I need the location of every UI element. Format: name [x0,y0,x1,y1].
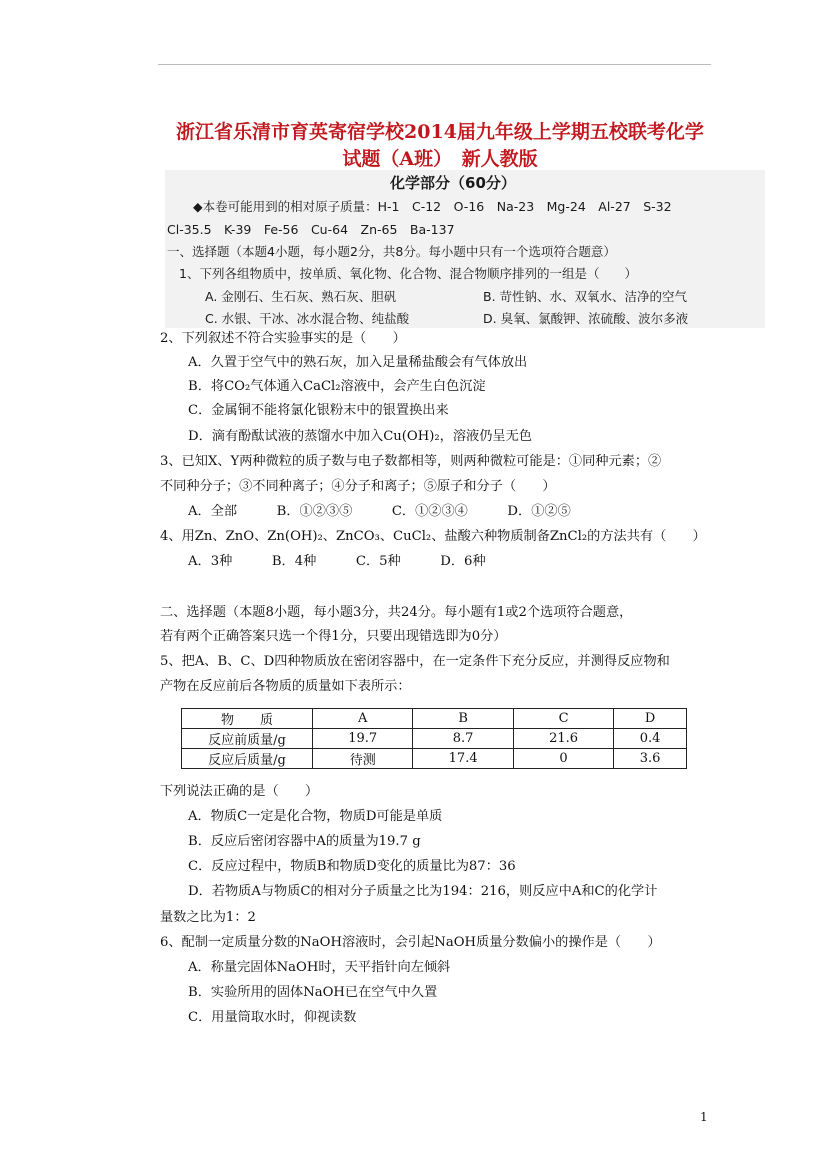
table-header-cell: A [313,709,413,729]
table-cell: 待测 [313,749,413,769]
question-6-option-b: B．实验所用的固体NaOH已在空气中久置 [188,985,438,1000]
table-cell: 0 [513,749,613,769]
table-cell: 21.6 [513,729,613,749]
question-5-option-b: B．反应后密闭容器中A的质量为19.7 g [188,834,421,849]
section-two-heading-line1: 二、选择题（本题8小题，每小题3分，共24分。每小题有1或2个选项符合题意， [160,605,633,620]
question-5-prompt: 下列说法正确的是（ ） [160,784,319,799]
question-1: 1、下列各组物质中，按单质、氧化物、化合物、混合物顺序排列的一组是（ ） [179,266,637,281]
question-1-option-c: C. 水银、干冰、冰水混合物、纯盐酸 [205,311,410,326]
question-1-option-a: A. 金刚石、生石灰、熟石灰、胆矾 [205,289,397,304]
document-title-line1: 浙江省乐清市育英寄宿学校2014届九年级上学期五校联考化学 [176,121,704,143]
question-1-option-d: D. 臭氧、氯酸钾、浓硫酸、波尔多液 [483,311,689,326]
table-row [182,729,687,749]
question-5-option-d-line2: 量数之比为1：2 [160,910,256,925]
atomic-mass-line2: Cl-35.5 K-39 Fe-56 Cu-64 Zn-65 Ba-137 [167,222,455,237]
question-5-option-d-line1: D．若物质A与物质C的相对分子质量之比为194：216，则反应中A和C的化学计 [188,884,658,899]
question-5-line2: 产物在反应前后各物质的质量如下表所示： [160,679,411,694]
question-1-option-b: B. 苛性钠、水、双氧水、洁净的空气 [483,289,688,304]
page-number: 1 [700,1110,708,1124]
question-5-option-c: C．反应过程中，物质B和物质D变化的质量比为87：36 [188,859,516,874]
document-title-line2: 试题（A班） 新人教版 [342,148,538,170]
question-3-line2: 不同种分子；③不同种离子；④分子和离子；⑤原子和分子（ ） [160,479,556,494]
table-row [182,749,687,769]
section-heading: 化学部分（60分） [390,174,516,192]
question-3-options: A．全部 B．①②③⑤ C．①②③④ D．①②⑤ [188,504,571,519]
table-row [182,709,687,729]
question-5-line1: 5、把A、B、C、D四种物质放在密闭容器中，在一定条件下充分反应，并测得反应物和 [160,654,670,669]
table-cell: 反应后质量/g [182,749,313,769]
question-5-option-a: A．物质C一定是化合物，物质D可能是单质 [188,809,443,824]
atomic-mass-line1: ◆本卷可能用到的相对原子质量：H-1 C-12 O-16 Na-23 Mg-24 Al-27 S-32 [193,199,672,214]
question-2: 2、下列叙述不符合实验事实的是（ ） [160,331,406,346]
question-2-option-b: B．将CO₂气体通入CaCl₂溶液中，会产生白色沉淀 [188,379,486,394]
question-6: 6、配制一定质量分数的NaOH溶液时，会引起NaOH质量分数偏小的操作是（ ） [160,935,661,950]
table-cell: 反应前质量/g [182,729,313,749]
question-4: 4、用Zn、ZnO、Zn(OH)₂、ZnCO₃、CuCl₂、盐酸六种物质制备ZnCl₂的方法共有（ ） [160,529,706,544]
question-2-option-a: A．久置于空气中的熟石灰，加入足量稀盐酸会有气体放出 [188,355,528,370]
header-rule [158,64,711,65]
table-header-cell: B [413,709,513,729]
mass-table [181,708,687,769]
table-cell: 0.4 [614,729,687,749]
question-3-line1: 3、已知X、Y两种微粒的质子数与电子数都相等，则两种微粒可能是：①同种元素；② [160,454,662,469]
question-6-option-c: C．用量筒取水时，仰视读数 [188,1010,357,1025]
question-2-option-d: D．滴有酚酞试液的蒸馏水中加入Cu(OH)₂，溶液仍呈无色 [188,429,532,444]
section-one-heading: 一、选择题（本题4小题，每小题2分，共8分。每小题中只有一个选项符合题意） [167,244,616,259]
table-cell: 3.6 [614,749,687,769]
table-header-cell: C [513,709,613,729]
table-header-cell: 物 质 [182,709,313,729]
table-header-cell: D [614,709,687,729]
scanned-header-image [165,170,765,328]
question-6-option-a: A．称量完固体NaOH时，天平指针向左倾斜 [188,960,451,975]
table-cell: 19.7 [313,729,413,749]
table-cell: 8.7 [413,729,513,749]
question-2-option-c: C．金属铜不能将氯化银粉末中的银置换出来 [188,403,449,418]
section-two-heading-line2: 若有两个正确答案只选一个得1分，只要出现错选即为0分） [160,629,507,644]
question-4-options: A．3种 B．4种 C．5种 D．6种 [188,554,486,569]
table-cell: 17.4 [413,749,513,769]
